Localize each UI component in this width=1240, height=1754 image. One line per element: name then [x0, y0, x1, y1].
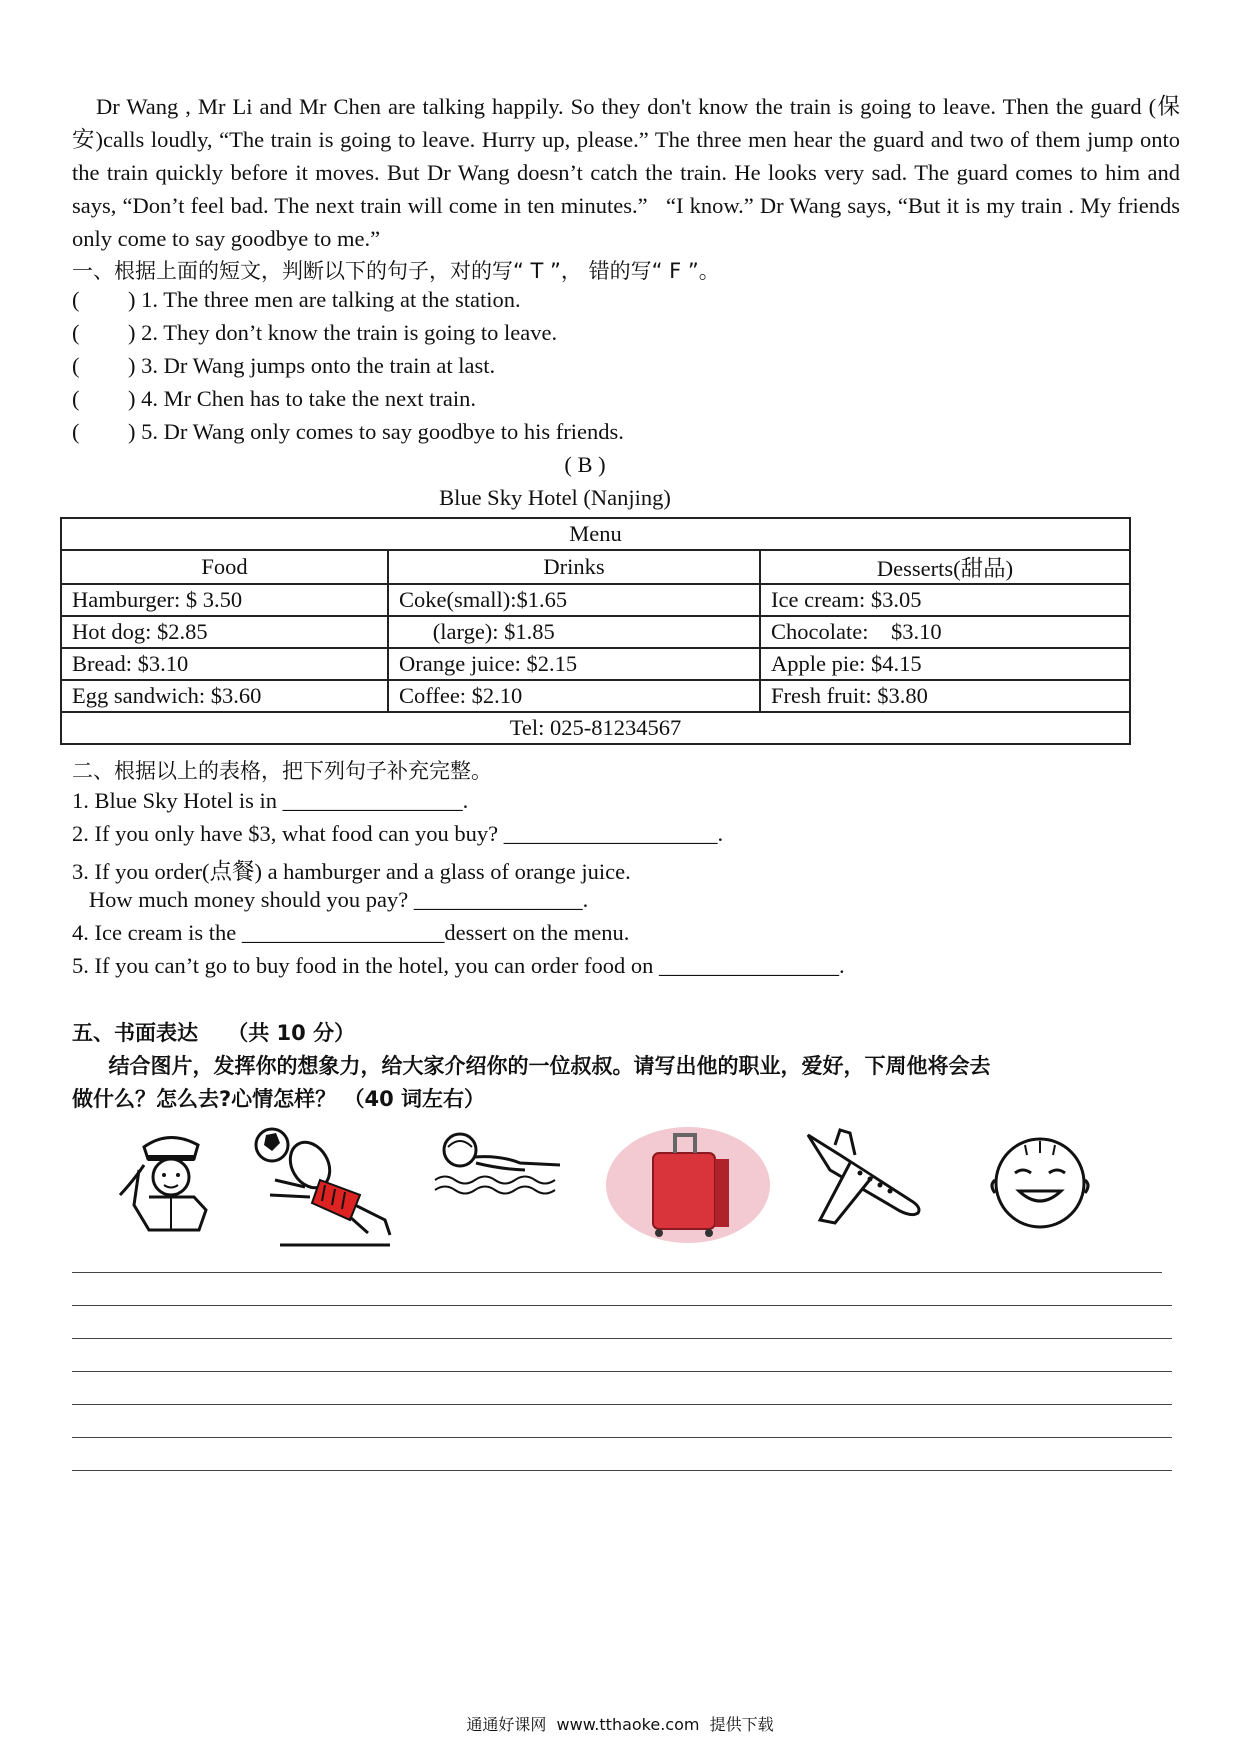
answer-blank[interactable]: ( [72, 386, 80, 411]
header-desserts: Desserts(甜品) [760, 550, 1130, 584]
soccer-player-icon [250, 1125, 410, 1250]
tf-item-3 [72, 353, 495, 379]
header-drinks: Drinks [388, 550, 760, 584]
airplane-icon [800, 1125, 930, 1235]
menu-cell: Coffee: $2.10 [388, 680, 760, 712]
tf-item-1 [72, 287, 521, 313]
fill-item-1: 1. Blue Sky Hotel is in ________________. [72, 788, 469, 813]
header-food: Food [61, 550, 388, 584]
menu-cell: Bread: $3.10 [61, 648, 388, 680]
writing-line[interactable] [72, 1437, 1172, 1438]
menu-cell: (large): $1.85 [388, 616, 760, 648]
menu-cell: Coke(small):$1.65 [388, 584, 760, 616]
menu-row [61, 584, 1130, 616]
answer-blank[interactable]: ( [72, 320, 80, 345]
picture-prompts [100, 1125, 1150, 1255]
tf-item-4 [72, 386, 476, 412]
section5-title: 五、书面表达 （共 10 分） [72, 1021, 356, 1045]
writing-line[interactable] [72, 1272, 1162, 1273]
swimmer-icon [430, 1125, 570, 1215]
menu-cell: Fresh fruit: $3.80 [760, 680, 1130, 712]
fill-item-3-question: How much money should you pay? _______________. [72, 887, 589, 912]
hotel-telephone: Tel: 025-81234567 [61, 712, 1130, 744]
menu-cell: Hamburger: $ 3.50 [61, 584, 388, 616]
tf-item-text: ) 4. Mr Chen has to take the next train. [128, 386, 477, 411]
writing-line[interactable] [72, 1305, 1172, 1306]
menu-header-row [61, 550, 1130, 584]
menu-row [61, 648, 1130, 680]
page-footer: 通通好课网 www.tthaoke.com 提供下载 [466, 1715, 774, 1734]
tf-item-2 [72, 320, 557, 346]
section5-prompt-line2: 做什么？怎么去?心情怎样？ （40 词左右） [72, 1087, 486, 1111]
menu-row [61, 680, 1130, 712]
menu-cell: Hot dog: $2.85 [61, 616, 388, 648]
fill-item-3: 3. If you order(点餐) a hamburger and a glass of orange juice. [72, 859, 631, 884]
section1-instruction: 一、根据上面的短文，判断以下的句子，对的写“ T ”， 错的写“ F ”。 [72, 259, 720, 283]
menu-title-row [61, 518, 1130, 550]
menu-row [61, 616, 1130, 648]
police-officer-icon [114, 1125, 224, 1245]
answer-blank[interactable]: ( [72, 419, 80, 444]
writing-line[interactable] [72, 1404, 1172, 1405]
menu-cell: Chocolate: $3.10 [760, 616, 1130, 648]
suitcase-icon [603, 1125, 773, 1245]
menu-cell: Apple pie: $4.15 [760, 648, 1130, 680]
hotel-menu-table [60, 517, 1131, 745]
tf-item-text: ) 3. Dr Wang jumps onto the train at last. [128, 353, 496, 378]
fill-item-4: 4. Ice cream is the __________________dessert on the menu. [72, 920, 630, 945]
tf-item-text: ) 1. The three men are talking at the station. [128, 287, 521, 312]
writing-line[interactable] [72, 1470, 1172, 1471]
menu-cell: Orange juice: $2.15 [388, 648, 760, 680]
answer-blank[interactable]: ( [72, 287, 80, 312]
reading-passage: Dr Wang , Mr Li and Mr Chen are talking happily. So they don't know the train is going to leave. Then the guard (保安)calls loudly, “The train is going to leave. Hurry up, please.” The three men hear the guard and two of them jump onto the train quickly before it moves. But Dr Wang doesn’t catch the train. He looks very sad. The guard comes to him and says, “Don’t feel bad. The next train will come in ten minutes.” “I know.” Dr Wang says, “But it is my train . My friends only come to say goodbye to me.” [72, 94, 1180, 251]
menu-cell: Ice cream: $3.05 [760, 584, 1130, 616]
writing-line[interactable] [72, 1338, 1172, 1339]
tf-item-text: ) 5. Dr Wang only comes to say goodbye to his friends. [128, 419, 624, 444]
smiling-face-icon [985, 1125, 1095, 1235]
part-b-label: ( B ) [564, 452, 606, 477]
hotel-title: Blue Sky Hotel (Nanjing) [439, 485, 671, 510]
section5-prompt-line1: 结合图片，发挥你的想象力，给大家介绍你的一位叔叔。请写出他的职业，爱好，下周他将会去 [72, 1054, 991, 1078]
writing-line[interactable] [72, 1371, 1172, 1372]
menu-cell: Egg sandwich: $3.60 [61, 680, 388, 712]
fill-item-5: 5. If you can’t go to buy food in the hotel, you can order food on ________________. [72, 953, 845, 978]
menu-title: Menu [61, 518, 1130, 550]
tf-item-5 [72, 419, 624, 445]
section2-instruction: 二、根据以上的表格，把下列句子补充完整。 [72, 759, 492, 783]
menu-tel-row [61, 712, 1130, 744]
fill-item-2: 2. If you only have $3, what food can you buy? ___________________. [72, 821, 724, 846]
tf-item-text: ) 2. They don’t know the train is going to leave. [128, 320, 558, 345]
answer-blank[interactable]: ( [72, 353, 80, 378]
